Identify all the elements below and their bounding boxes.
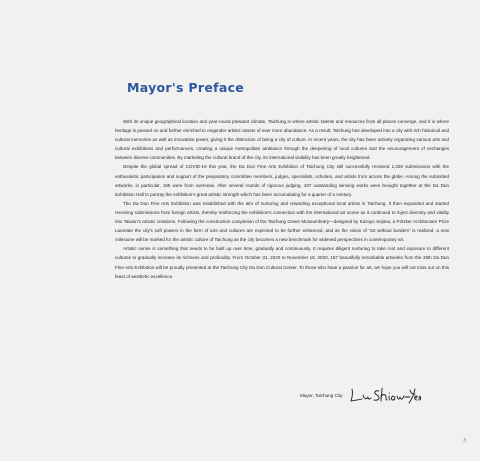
- paragraph: Artistic sense is something that needs to be built up over time, gradually and continuously. It requires diligent nurturing to take root and exposure to different cultures to gradually increase its richness and profundity. From October 31, 2020 to November 18, 2020, 187 beautifully remarkable artworks from the 25th Da Dun Fine Arts Exhibition will be proudly presented at the Taichung City Da Dun Cultural Center. To those who have a passion for art, we hope you will not miss out on this feast of aesthetic excellence.: [115, 246, 449, 279]
- page-number: 3: [463, 438, 466, 444]
- signature: [349, 385, 421, 405]
- paragraph: The Da Dun Fine Arts Exhibition was established with the aim of nurturing and rewarding exceptional local artists in Taichung. It then expanded and started receiving submissions from foreign artists, thereby reinforcing the exhibition's connection with the international art scene as it continued to inject diversity and vitality into Taiwan's artistic creations. Following the construction completion of the Taichung Green Museumbrary—designed by Kazuyo Sejima, a Pritzker Architecture Prize Laureate the city's soft powers in the form of arts and cultures are expected to be further enhanced, and as the vision of "art without borders" is realized, a new milestone will be marked for the artistic culture of Taichung as the city becomes a new benchmark for widened perspectives in contemporary art.: [115, 200, 449, 243]
- paragraph: With its unique geographical location and year-round pleasant climate, Taichung is where artistic talents and resources from all places converge, and it is where heritage is passed on and further enriched to engender artistic assets of ever more abundance. As a result, Taichung has developed into a city with rich historical and cultural memories as well as innovative power, giving it the distinction of being a city of culture. In recent years, the city has been actively organizing various arts and cultural exhibitions and performances, creating a unique metropolitan ambiance through the deepening of local cultures and the encouragement of exchanges between diverse communities. By marketing the cultural brand of the city, its international visibility has been greatly heightened.: [115, 119, 449, 161]
- preface-body: [115, 117, 449, 281]
- signoff: [300, 385, 421, 405]
- signoff-label: Mayor, Taichung City: [300, 392, 343, 398]
- paragraph: Despite the global spread of COVID-19 this year, the Da Dun Fine Arts Exhibition of Taichung City still successfully received 1,328 submissions with the enthusiastic participation and support of the preparatory committee members, judges, specialists, scholars, and artists from across the globe. Among the submitted artworks, in particular, 165 were from overseas. After several rounds of rigorous judging, 187 outstanding winning works were brought together at the Da Dun Exhibition Hall to portray the exhibition's great artistic strength which has been accumulating for a quarter of a century.: [115, 164, 449, 197]
- page-title: Mayor's Preface: [127, 80, 245, 95]
